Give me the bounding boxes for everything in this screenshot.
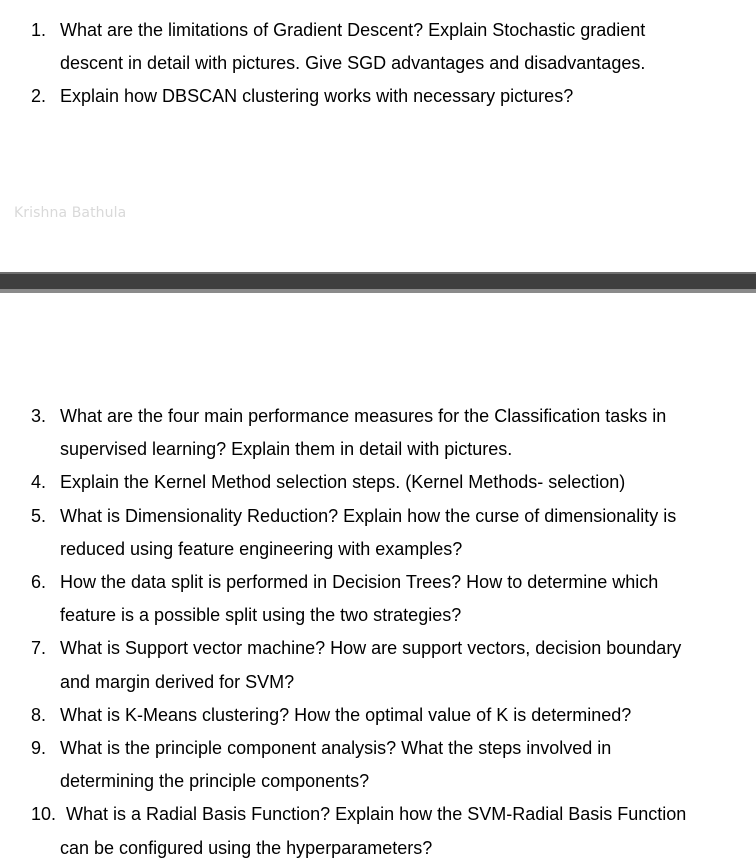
page-separator — [0, 272, 756, 293]
question-line: feature is a possible split using the two strategies? — [60, 605, 462, 626]
question-line: What are the limitations of Gradient Descent? Explain Stochastic gradient — [60, 20, 646, 40]
document-page-top — [0, 0, 756, 272]
question-line: What is Support vector machine? How are support vectors, decision boundary — [60, 638, 682, 659]
watermark-text: Krishna Bathula — [14, 205, 127, 221]
question-line: can be configured using the hyperparameters? — [60, 837, 433, 858]
question-number: 10. — [31, 804, 57, 825]
question-line: determining the principle components? — [60, 771, 370, 792]
question-line: How the data split is performed in Decision Trees? How to determine which — [60, 572, 659, 593]
question-line: reduced using feature engineering with examples? — [60, 538, 463, 559]
question-item-6 — [0, 566, 756, 632]
question-number: 9. — [31, 738, 47, 759]
question-line: What is the principle component analysis? What the steps involved in — [60, 738, 612, 759]
question-line: What is a Radial Basis Function? Explain how the SVM-Radial Basis Function — [66, 804, 687, 825]
question-line: Explain the Kernel Method selection steps. (Kernel Methods- selection) — [60, 472, 626, 493]
question-list-bottom — [0, 400, 756, 865]
question-line: descent in detail with pictures. Give SGD advantages and disadvantages. — [60, 53, 646, 74]
question-item-1 — [0, 14, 756, 80]
question-line: What is K-Means clustering? How the optimal value of K is determined? — [60, 704, 632, 725]
question-item-7 — [0, 632, 756, 698]
question-line: What are the four main performance measures for the Classification tasks in — [60, 406, 667, 426]
question-number: 8. — [31, 704, 47, 725]
question-number: 5. — [31, 505, 47, 526]
question-number: 4. — [31, 472, 47, 493]
question-item-8 — [0, 699, 756, 732]
question-item-10 — [0, 798, 756, 864]
question-line: What is Dimensionality Reduction? Explain how the curse of dimensionality is — [60, 505, 677, 526]
question-number: 2. — [31, 86, 47, 107]
question-item-5 — [0, 500, 756, 566]
question-item-2 — [0, 80, 756, 113]
question-number: 1. — [31, 20, 47, 40]
question-item-3 — [0, 400, 756, 466]
question-item-4 — [0, 466, 756, 499]
question-list-top — [0, 14, 756, 114]
question-line: supervised learning? Explain them in detail with pictures. — [60, 439, 513, 460]
question-line: Explain how DBSCAN clustering works with necessary pictures? — [60, 86, 574, 107]
question-number: 3. — [31, 406, 47, 426]
question-item-9 — [0, 732, 756, 798]
question-number: 7. — [31, 638, 47, 659]
question-number: 6. — [31, 572, 47, 593]
question-line: and margin derived for SVM? — [60, 671, 295, 692]
